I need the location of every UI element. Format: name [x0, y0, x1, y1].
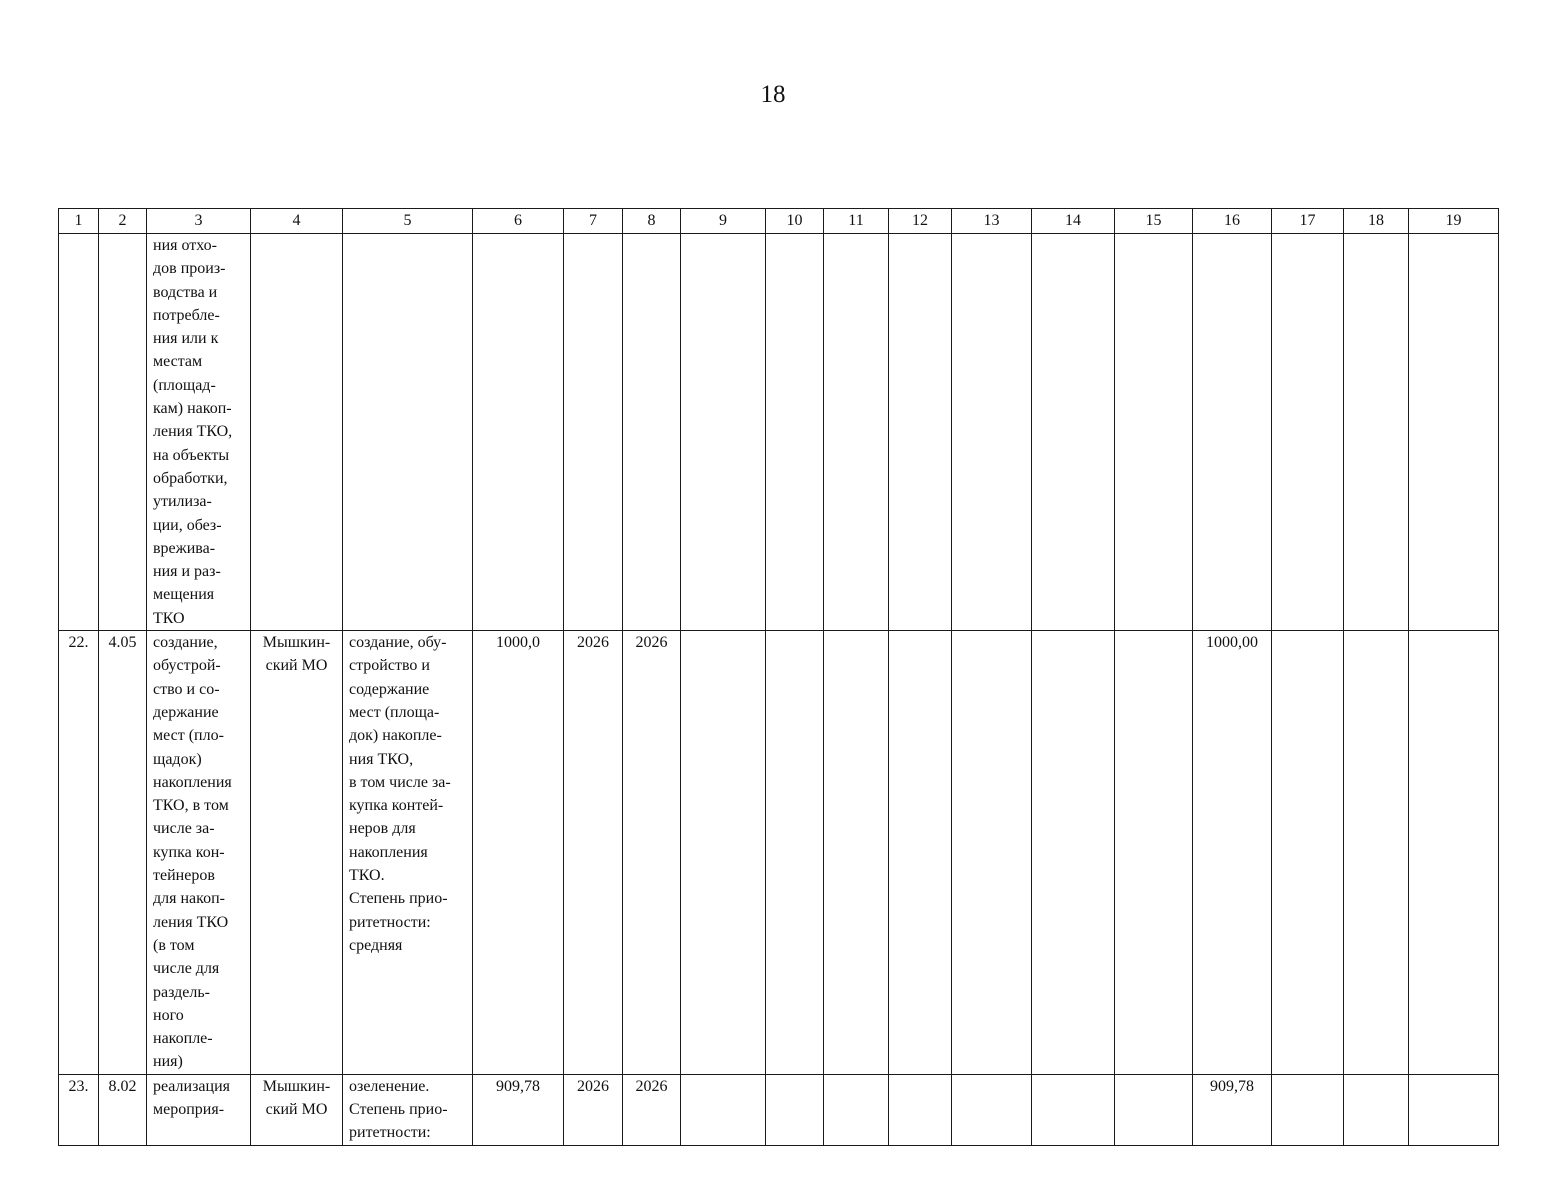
description: озеленение. Степень прио- ритетности: [349, 1077, 448, 1142]
table-cell-12 [889, 631, 952, 1075]
header-cell-13: 13 [952, 209, 1032, 234]
page-number: 18 [760, 81, 786, 108]
table-cell-9 [681, 1074, 766, 1145]
table-cell-17 [1272, 1074, 1344, 1145]
table-cell-19 [1409, 1074, 1499, 1145]
table-cell-10 [766, 1074, 824, 1145]
measure-name: создание, обустрой- ство и со- держание мест (пло- щадок) накопления ТКО, в том числе за- купка кон- тейнеров для накоп- ления ТКО (в том числе для раздель- ного накопле- ния) [153, 634, 232, 1071]
measure-name: ния отхо- дов произ- водства и потребле- ния или к местам (площад- кам) накоп- ления ТКО, на объекты обработки, утилиза- ции, обез- врежива- ния и раз- мещения ТКО [153, 237, 233, 627]
header-cell-4: 4 [251, 209, 343, 234]
amount-col16: 1000,00 [1206, 634, 1258, 652]
header-cell-11: 11 [824, 209, 889, 234]
table-cell-13 [952, 234, 1032, 631]
header-cell-18: 18 [1344, 209, 1409, 234]
end-year: 2026 [635, 634, 668, 652]
header-cell-15: 15 [1115, 209, 1193, 234]
amount-col16: 909,78 [1210, 1077, 1254, 1095]
table-cell-18 [1344, 234, 1409, 631]
table-row-23 [59, 1074, 1499, 1145]
start-year: 2026 [577, 634, 609, 652]
table-cell-11 [824, 631, 889, 1075]
header-cell-14: 14 [1032, 209, 1115, 234]
end-year: 2026 [635, 1077, 668, 1095]
item-code: 4.05 [108, 634, 137, 652]
header-cell-3: 3 [147, 209, 251, 234]
header-cell-8: 8 [623, 209, 681, 234]
table-cell-18 [1344, 1074, 1409, 1145]
table-cell-17 [1272, 234, 1344, 631]
description: создание, обу- стройство и содержание мест (площа- док) накопле- ния ТКО, в том числе за- купка контей- неров для накопления ТКО. Степень прио- ритетности: средняя [349, 634, 451, 954]
header-cell-6: 6 [473, 209, 564, 234]
table-cell-9 [681, 631, 766, 1075]
table-cell-19 [1409, 234, 1499, 631]
table-cell-15 [1115, 234, 1193, 631]
item-code: 8.02 [108, 1077, 137, 1095]
table-cell-19 [1409, 631, 1499, 1075]
municipality: Мышкин- ский МО [262, 1077, 331, 1118]
table-cell-18 [1344, 631, 1409, 1075]
table-cell-15 [1115, 1074, 1193, 1145]
header-cell-19: 19 [1409, 209, 1499, 234]
table-cell-14 [1032, 1074, 1115, 1145]
measure-name: реализация мероприя- [153, 1077, 230, 1118]
table-cell-12 [889, 1074, 952, 1145]
table-cell-13 [952, 631, 1032, 1075]
table-cell-15 [1115, 631, 1193, 1075]
header-cell-17: 17 [1272, 209, 1344, 234]
table-cell-10 [766, 631, 824, 1075]
table-cell-13 [952, 1074, 1032, 1145]
header-cell-1: 1 [59, 209, 99, 234]
row-number: 23. [68, 1077, 89, 1095]
table-cell-14 [1032, 234, 1115, 631]
start-year: 2026 [577, 1077, 609, 1095]
table-cell-14 [1032, 631, 1115, 1075]
table-cell-10 [766, 234, 824, 631]
header-cell-10: 10 [766, 209, 824, 234]
header-cell-7: 7 [564, 209, 623, 234]
table-cell-11 [824, 234, 889, 631]
table-cell-11 [824, 1074, 889, 1145]
header-row [59, 209, 1499, 234]
table-row-continuation [59, 234, 1499, 631]
municipality: Мышкин- ский МО [262, 634, 331, 675]
data-table [58, 208, 1499, 1146]
table-cell-12 [889, 234, 952, 631]
header-cell-12: 12 [889, 209, 952, 234]
header-cell-2: 2 [99, 209, 147, 234]
row-number: 22. [68, 634, 89, 652]
amount: 1000,0 [496, 634, 540, 652]
table-cell-17 [1272, 631, 1344, 1075]
amount: 909,78 [496, 1077, 540, 1095]
header-cell-5: 5 [343, 209, 473, 234]
table-row-22 [59, 631, 1499, 1075]
header-cell-9: 9 [681, 209, 766, 234]
header-cell-16: 16 [1193, 209, 1272, 234]
table-cell-9 [681, 234, 766, 631]
